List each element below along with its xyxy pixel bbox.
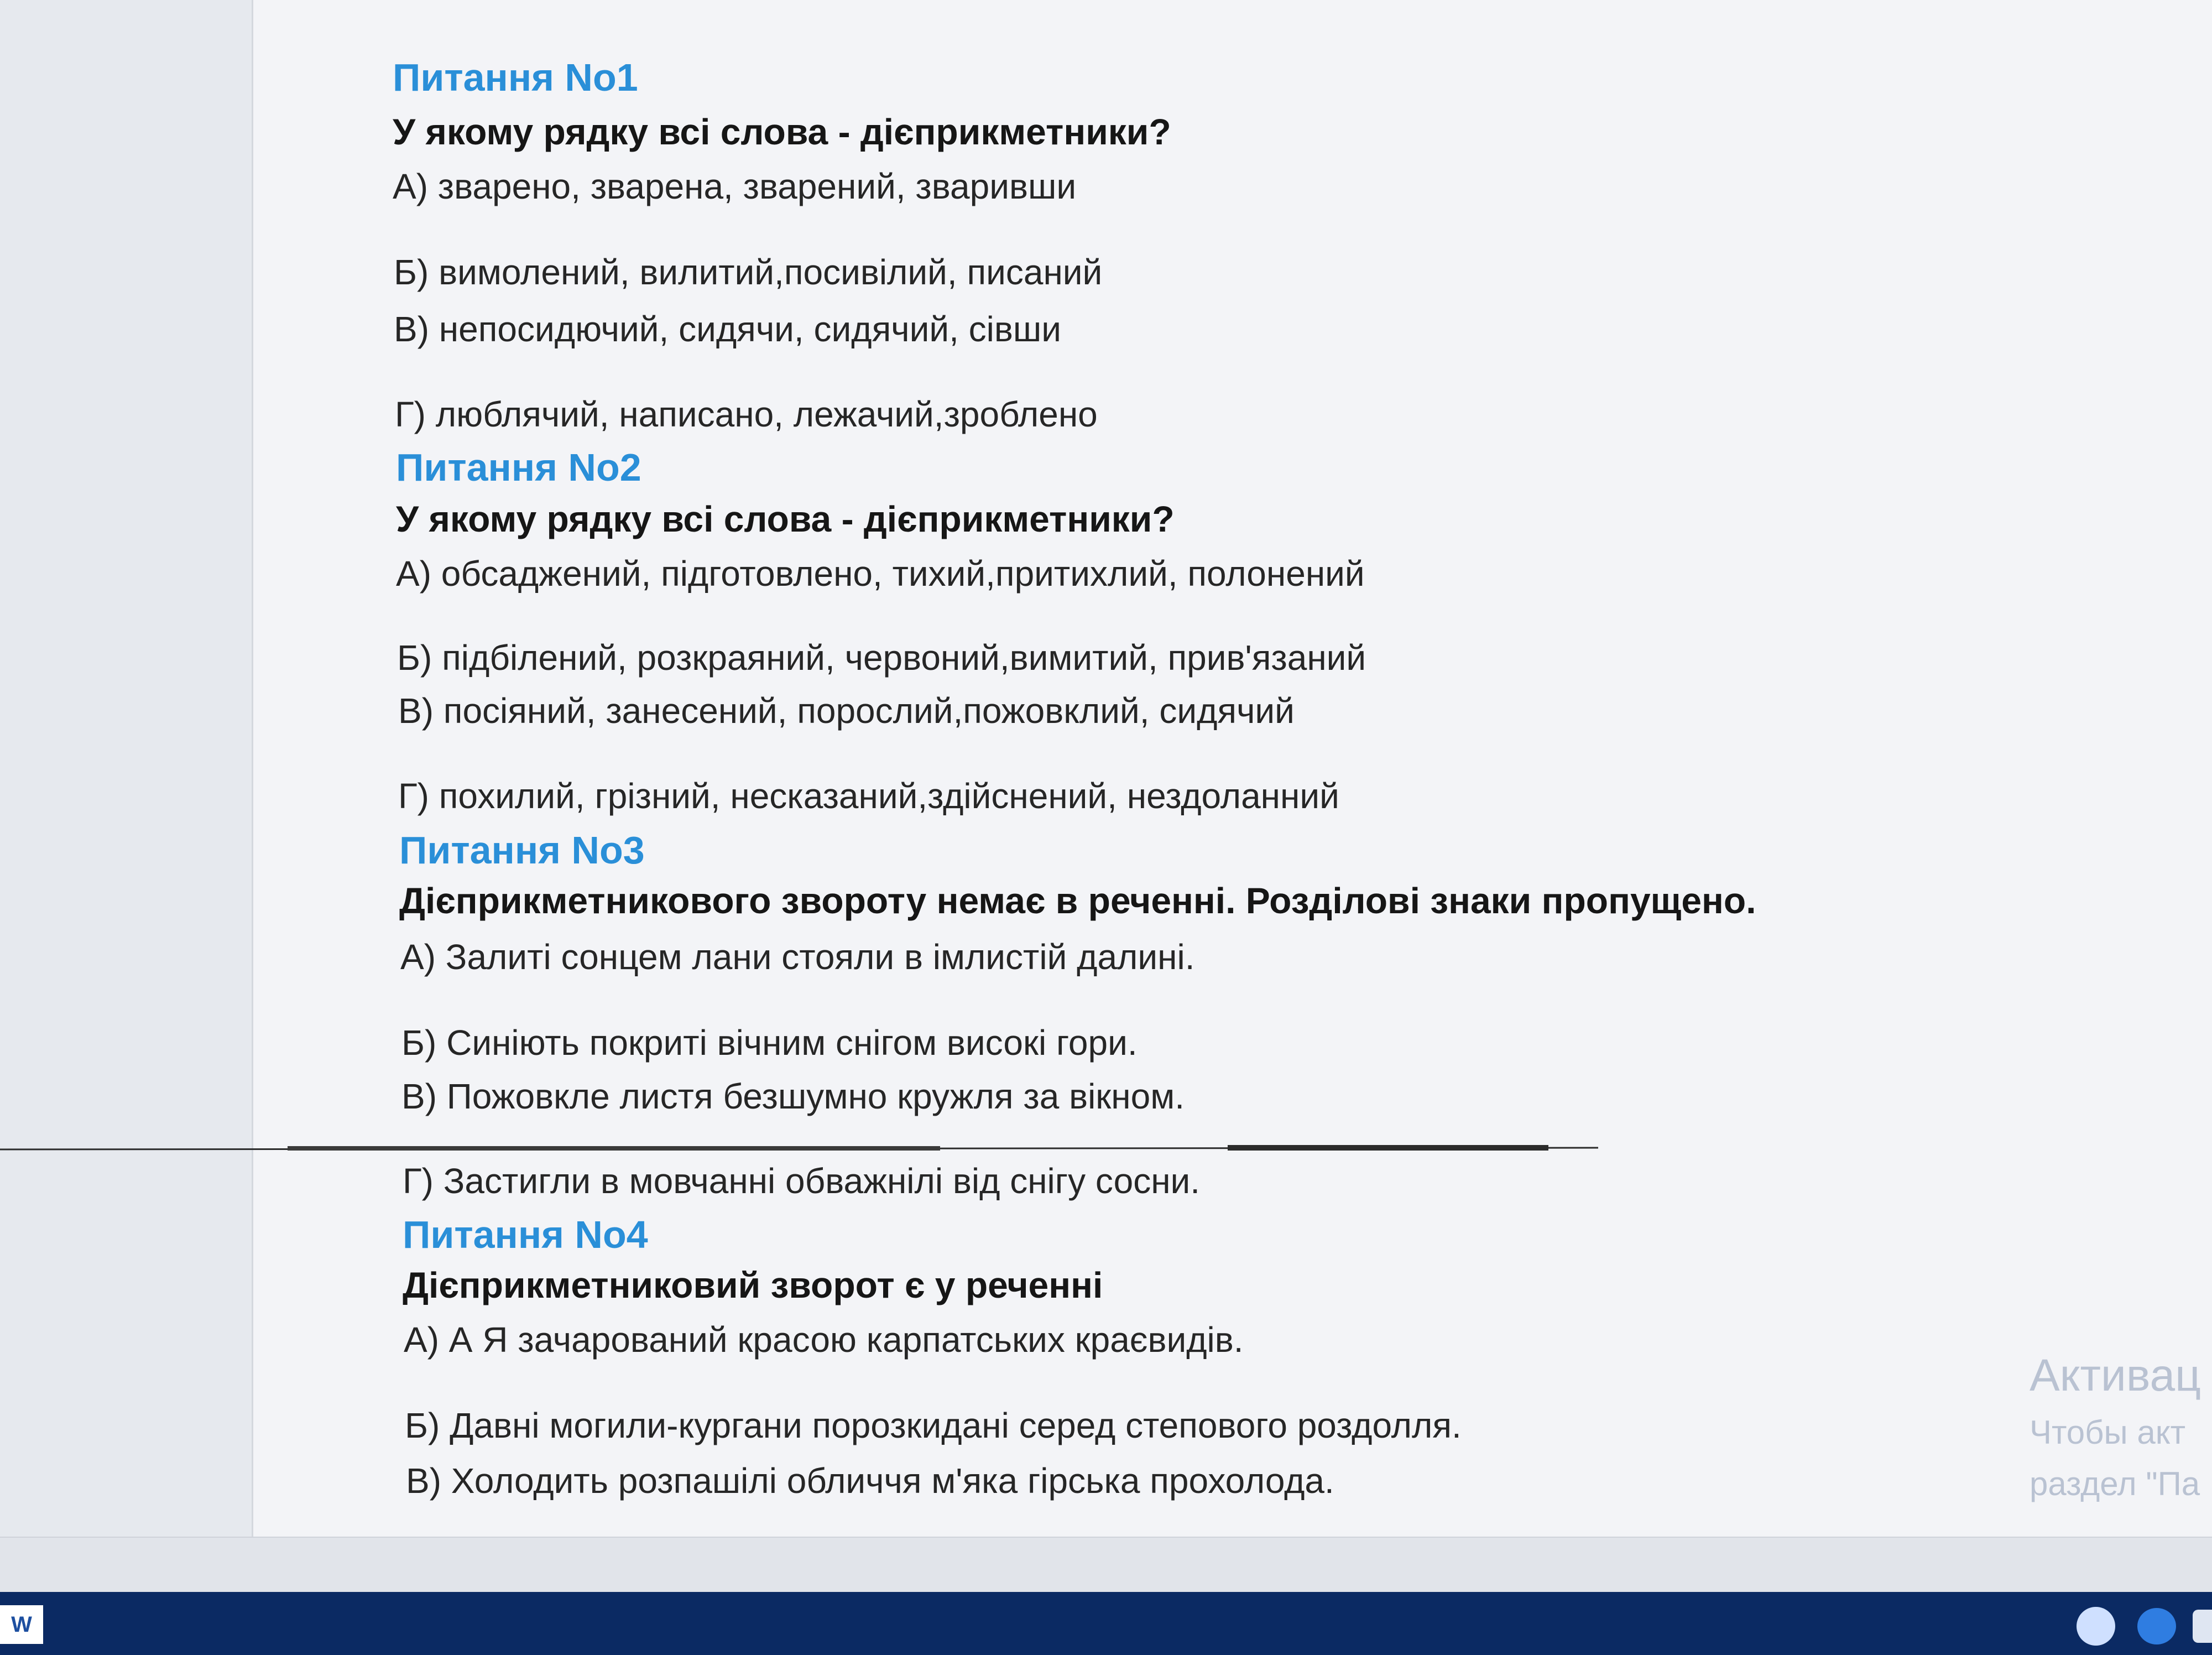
question-3-title: Питання No3 [399,829,645,872]
question-2-option-d: Г) похилий, грізний, несказаний,здійснений, нездоланний [398,776,1339,816]
question-2-title: Питання No2 [396,446,641,489]
question-3-option-d: Г) Застигли в мовчанні обважнілі від снігу сосни. [403,1161,1201,1201]
tray-app-icon[interactable] [2077,1607,2115,1646]
question-1-option-d: Г) люблячий, написано, лежачий,зроблено [395,394,1098,434]
question-4-title: Питання No4 [403,1213,648,1256]
question-3-text: Дієприкметникового звороту немає в реченні. Розділові знаки пропущено. [399,880,1756,921]
question-3-option-b: Б) Синіють покриті вічним снігом високі гори. [401,1023,1138,1063]
question-3-option-c: В) Пожовкле листя безшумно кружля за вікном. [401,1076,1185,1116]
question-2-text: У якому рядку всі слова - дієприкметники? [396,498,1175,539]
page-break-line [0,1145,1598,1153]
tray-overflow-icon[interactable] [2193,1610,2212,1643]
tray-chat-icon[interactable] [2137,1608,2176,1644]
question-2-option-b: Б) підбілений, розкраяний, червоний,вимитий, прив'язаний [397,638,1366,678]
question-1-option-b: Б) вимолений, вилитий,посивілий, писаний [394,252,1103,292]
activation-watermark-line1: Чтобы акт [2030,1414,2186,1451]
question-2-option-a: А) обсаджений, підготовлено, тихий,притихлий, полонений [396,554,1365,594]
question-4-option-b: Б) Давні могили-кургани порозкидані серед степового роздолля. [405,1406,1462,1445]
left-pane [0,0,253,1538]
word-icon[interactable]: W [0,1605,43,1644]
question-3-option-a: А) Залиті сонцем лани стояли в імлистій далині. [400,937,1195,977]
document-page[interactable] [253,0,2212,1537]
taskbar [0,1592,2212,1655]
question-1-option-a: А) зварено, зварена, зварений, зваривши [393,166,1077,206]
activation-watermark-line2: раздел "Па [2030,1465,2200,1502]
question-1-text: У якому рядку всі слова - дієприкметники? [393,111,1171,152]
question-2-option-c: В) посіяний, занесений, порослий,пожовклий, сидячий [398,691,1295,731]
question-4-option-c: В) Холодить розпашілі обличчя м'яка гірська прохолода. [406,1461,1334,1501]
document-bottom-area [0,1537,2212,1593]
question-1-title: Питання No1 [393,56,638,99]
question-1-option-c: В) непосидючий, сидячи, сидячий, сівши [394,309,1061,349]
question-4-text: Дієприкметниковий зворот є у реченні [403,1264,1103,1305]
activation-watermark-title: Активац [2030,1350,2201,1401]
question-4-option-a: А) А Я зачарований красою карпатських краєвидів. [404,1320,1244,1360]
